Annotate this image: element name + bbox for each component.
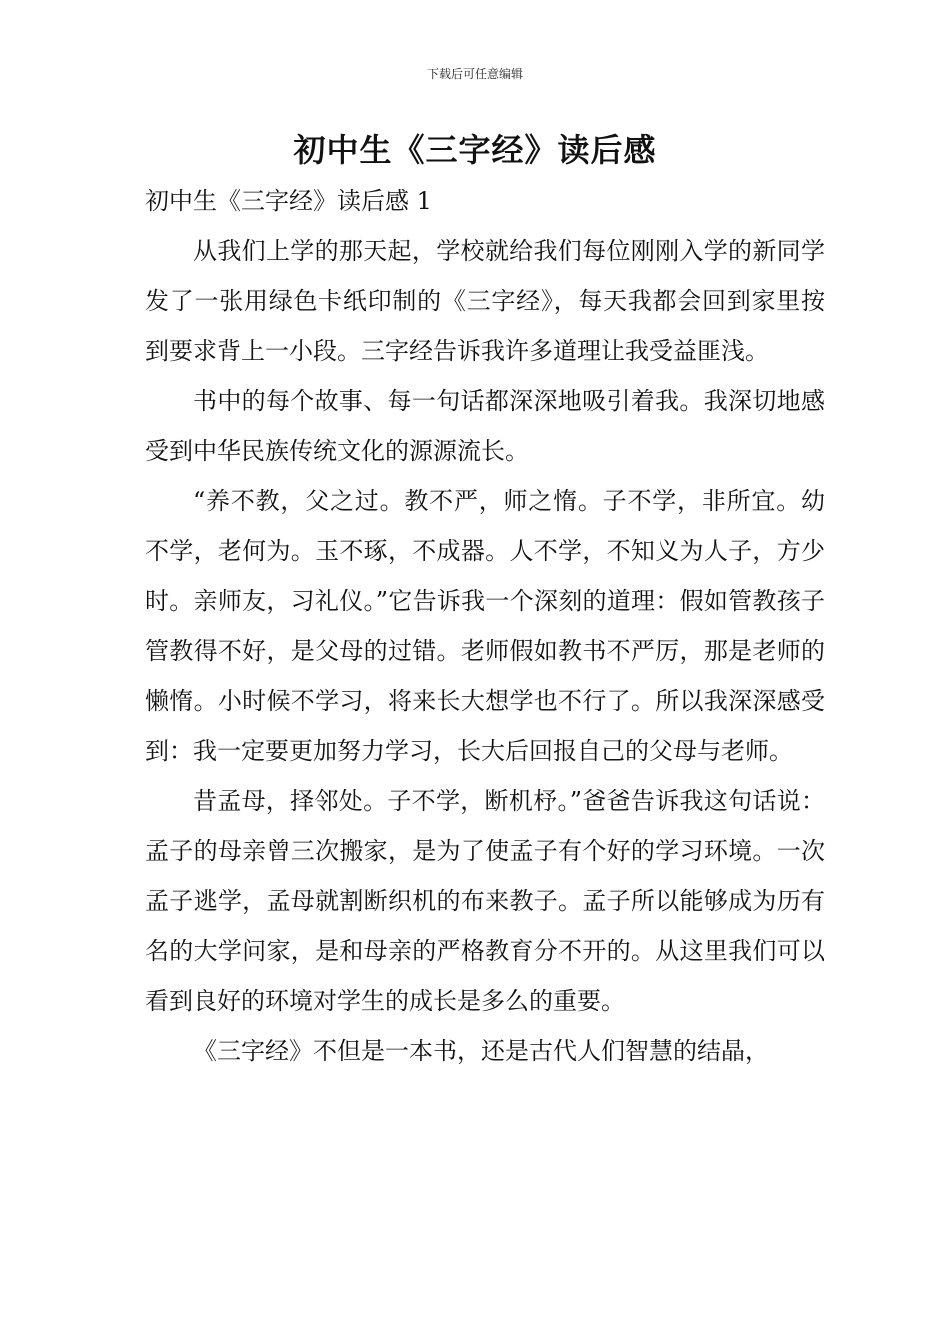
paragraph: 从我们上学的那天起，学校就给我们每位刚刚入学的新同学发了一张用绿色卡纸印制的《三字经》，每天我都会回到家里按到要求背上一小段。三字经告诉我许多道理让我受益匪浅。 xyxy=(145,237,825,365)
header-note: 下载后可任意编辑 xyxy=(426,67,523,81)
document-title: 初中生《三字经》读后感 xyxy=(293,131,657,169)
paragraph: “养不教，父之过。教不严，师之惰。子不学，非所宜。幼不学，老何为。玉不琢，不成器。人不学，不知义为人子，方少时。亲师友，习礼仪。”它告诉我一个深刻的道理：假如管教孩子管教得不好，是父母的过错。老师假如教书不严厉，那是老师的懒惰。小时候不学习，将来长大想学也不行了。所以我深深感受到：我一定要更加努力学习，长大后回报自己的父母与老师。 xyxy=(145,487,825,765)
section-subtitle: 初中生《三字经》读后感 1 xyxy=(145,187,432,215)
paragraph: 《三字经》不但是一本书，还是古代人们智慧的结晶， xyxy=(193,1037,769,1065)
paragraph: 书中的每个故事、每一句话都深深地吸引着我。我深切地感受到中华民族传统文化的源源流长。 xyxy=(145,387,825,465)
document-body xyxy=(145,176,825,1076)
paragraph: 昔孟母，择邻处。子不学，断机杼。”爸爸告诉我这句话说：孟子的母亲曾三次搬家，是为了使孟子有个好的学习环境。一次孟子逃学，孟母就割断织机的布来教子。孟子所以能够成为历有名的大学问家，是和母亲的严格教育分不开的。从这里我们可以看到良好的环境对学生的成长是多么的重要。 xyxy=(145,787,825,1015)
